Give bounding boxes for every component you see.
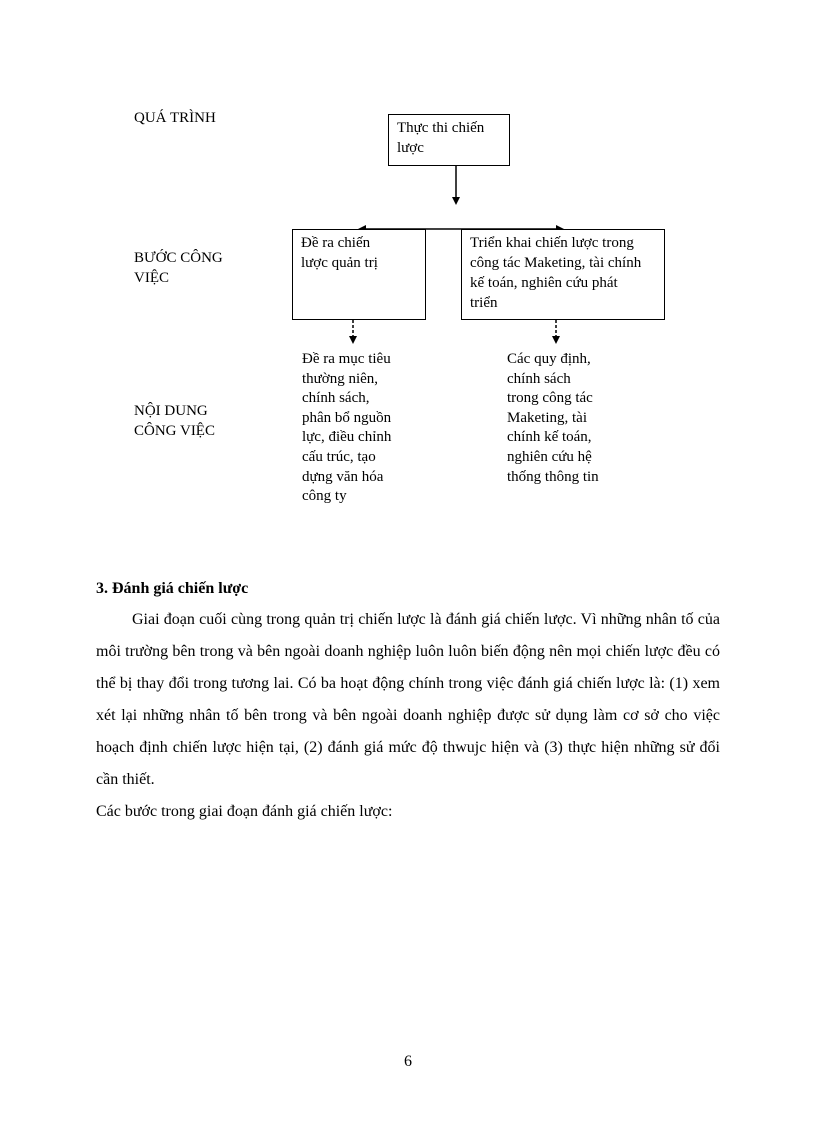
box-strategy-execution: Thực thi chiến lược xyxy=(388,114,510,166)
section-heading: 3. Đánh giá chiến lược xyxy=(96,580,249,597)
row-label-work-content: NỘI DUNG CÔNG VIỆC xyxy=(134,403,215,439)
row-label-work-steps: BƯỚC CÔNG VIỆC xyxy=(134,250,223,286)
section-paragraph: Giai đoạn cuối cùng trong quản trị chiến lược là đánh giá chiến lược. Vì những nhân tố của môi trường bên trong và bên ngoài doanh nghiệp luôn luôn biến động nên mọi chiến lược đều có thể bị thay đổi trong tương lai. Có ba hoạt động chính trong việc đánh giá chiến lược là: (1) xem xét lại những nhân tố bên trong và bên ngoài doanh nghiệp được sử dụng làm cơ sở cho việc hoạch định chiến lược hiện tại, (2) đánh giá mức độ thwujc hiện và (3) thực hiện những sử đổi cần thiết. xyxy=(96,611,720,788)
page-number: 6 xyxy=(404,1053,412,1070)
box-set-strategy: Đề ra chiến lược quản trị xyxy=(292,229,426,320)
box-deploy-strategy: Triển khai chiến lược trong công tác Maketing, tài chính kế toán, nghiên cứu phát triển xyxy=(461,229,665,320)
steps-intro: Các bước trong giai đoạn đánh giá chiến lược: xyxy=(96,803,393,820)
content-left: Đề ra mục tiêu thường niên, chính sách, phân bổ nguồn lực, điều chỉnh cấu trúc, tạo dựng văn hóa công ty xyxy=(302,351,392,505)
content-right: Các quy định, chính sách trong công tác Maketing, tài chính kế toán, nghiên cứu hệ thống thông tin xyxy=(507,351,599,485)
row-label-process: QUÁ TRÌNH xyxy=(134,110,216,126)
